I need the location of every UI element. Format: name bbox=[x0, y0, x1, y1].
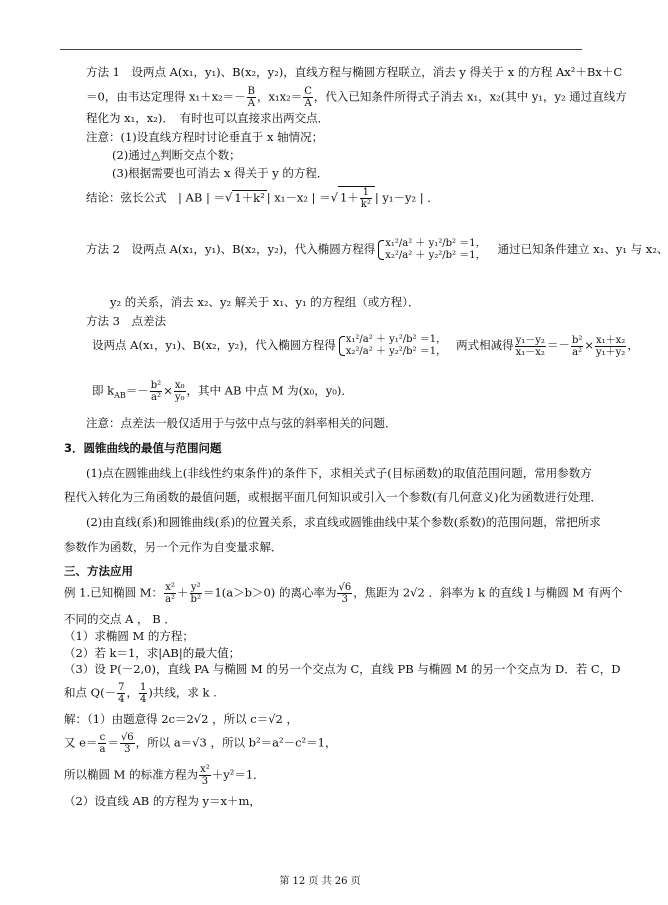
example1-line1: 例 1.已知椭圆 M： $\frac{\text{x²}}{\text{a²}}$ ＋ $\frac{\text{y²}}{\text{b²}}$ ＝1(a＞b＞0) 的离心率为 $\frac{√6}{3}$ ，焦距为 2√2 ．斜率为 k 的直线 l 与椭圆 M 有两个 bbox=[64, 582, 623, 605]
method3-note: 注意：点差法一般仅适用于与弦中点与弦的斜率相关的问题． bbox=[86, 416, 397, 430]
method3-line1: 设两点 A(x₁，y₁)、B(x₂，y₂)，代入椭圆方程得 x₁²/a² ＋ y₁²/b² ＝1， x₂²/a² ＋ y₂²/b² ＝1， 两式相减得 $\frac{\text{y₁－y₂}}{\text{x₁－x₂}}$ ＝－ $\frac{\text{b²}}{\text{a²}}$ × $\frac{\text{x₁＋x₂}}{\text{y₁＋y₂}}$ ， bbox=[92, 334, 639, 358]
example1-question2: （2）若 k＝1，求|AB|的最大值； bbox=[64, 646, 241, 660]
section3-p1-line1: (1)点在圆锥曲线上(非线性约束条件)的条件下，求相关式子(目标函数)的取值范围问题，常用参数方 bbox=[86, 466, 592, 480]
note-3: (3)根据需要也可消去 x 得关于 y 的方程． bbox=[112, 166, 329, 180]
example1-question3: （3）设 P(－2,0)，直线 PA 与椭圆 M 的另一个交点为 C，直线 PB 与椭圆 M 的另一个交点为 D．若 C，D bbox=[64, 662, 621, 676]
method2-line1: 方法 2 设两点 A(x₁，y₁)、B(x₂，y₂)，代入椭圆方程得 x₁²/a² ＋ y₁²/b² ＝1， x₂²/a² ＋ y₂²/b² ＝1， 通过已知条件建立 x₁、y₁ 与 x₂、 bbox=[86, 238, 668, 261]
slope-formula: 即 $k_{AB}=-$ $\frac{\text{b²}}{\text{a²}}$ × $\frac{\text{x₀}}{\text{y₀}}$ ，其中 AB 中点 M 为(x₀，y₀)． bbox=[92, 380, 353, 403]
fraction-c-over-a: $\frac{C}{A}$ bbox=[304, 86, 312, 109]
solution-line1: 解：（1）由题意得 2c＝2√2 ，所以 c＝√2 ， bbox=[64, 712, 298, 726]
method1-line1: 方法 1 设两点 A(x₁，y₁)、B(x₂，y₂)，直线方程与椭圆方程联立，消去 y 得关于 x 的方程 Ax²＋Bx＋C bbox=[86, 65, 623, 79]
example1-question3-cont: 和点 Q(－ $\frac{7}{4}$ ， $\frac{1}{4}$ )共线，求 k . bbox=[64, 682, 217, 705]
equation-system: x₁²/a² ＋ y₁²/b² ＝1， x₂²/a² ＋ y₂²/b² ＝1， bbox=[377, 238, 485, 262]
header-rule bbox=[60, 49, 582, 50]
example1-question1: （1）求椭圆 M 的方程； bbox=[64, 629, 194, 643]
section3-p2-line2: 参数作为函数，另一个元作为自变量求解． bbox=[64, 540, 283, 554]
note-2: (2)通过△判断交点个数； bbox=[112, 148, 241, 162]
method3-title: 方法 3 点差法 bbox=[86, 314, 166, 328]
method2-line2: y₂ 的关系，消去 x₂、y₂ 解关于 x₁、y₁ 的方程组（或方程）． bbox=[110, 295, 420, 309]
solution-line3: 所以椭圆 M 的标准方程为 $\frac{\text{x²}}{3}$ ＋y²＝1． bbox=[64, 764, 265, 787]
section-apply-heading: 三、方法应用 bbox=[64, 564, 133, 578]
solution-line4: （2）设直线 AB 的方程为 y＝x＋m， bbox=[64, 794, 261, 808]
section3-p1-line2: 程代入转化为三角函数的最值问题，或根据平面几何知识或引入一个参数(有几何意义)化为函数进行处理． bbox=[64, 490, 602, 504]
fraction-b-over-a: $\frac{B}{A}$ bbox=[247, 86, 256, 109]
note-1: 注意：(1)设直线方程时讨论垂直于 x 轴情况； bbox=[86, 130, 324, 144]
method1-line3: 程化为 x₁，x₂)． 有时也可以直接求出两交点． bbox=[86, 111, 330, 125]
example1-line2: 不同的交点 A ， B ． bbox=[64, 612, 176, 626]
section3-p2-line1: (2)由直线(系)和圆锥曲线(系)的位置关系，求直线或圆锥曲线中某个参数(系数)的范围问题，常把所求 bbox=[86, 515, 601, 529]
solution-line2: 又 e＝ $\frac{c}{a}$ ＝ $\frac{√6}{3}$ ，所以 a＝√3 ，所以 b²＝a²－c²＝1， bbox=[64, 732, 337, 755]
section3-heading: 3．圆锥曲线的最值与范围问题 bbox=[64, 441, 222, 455]
method1-line2: ＝0，由韦达定理得 x₁＋x₂＝－ $\frac{B}{A}$ ，x₁x₂＝ $\frac{C}{A}$ ，代入已知条件所得式子消去 x₁，x₂(其中 y₁，y₂ 通过直线方 bbox=[86, 86, 627, 109]
chord-length-formula: 结论：弦长公式 | AB | ＝√ 1＋k² | x₁－x₂ | ＝√ 1＋ $\frac{1}{\text{k²}}$ | y₁－y₂ | ． bbox=[86, 187, 439, 210]
equation-system: x₁²/a² ＋ y₁²/b² ＝1， x₂²/a² ＋ y₂²/b² ＝1， bbox=[338, 334, 446, 358]
page-footer: 第 12 页 共 26 页 bbox=[279, 876, 361, 887]
